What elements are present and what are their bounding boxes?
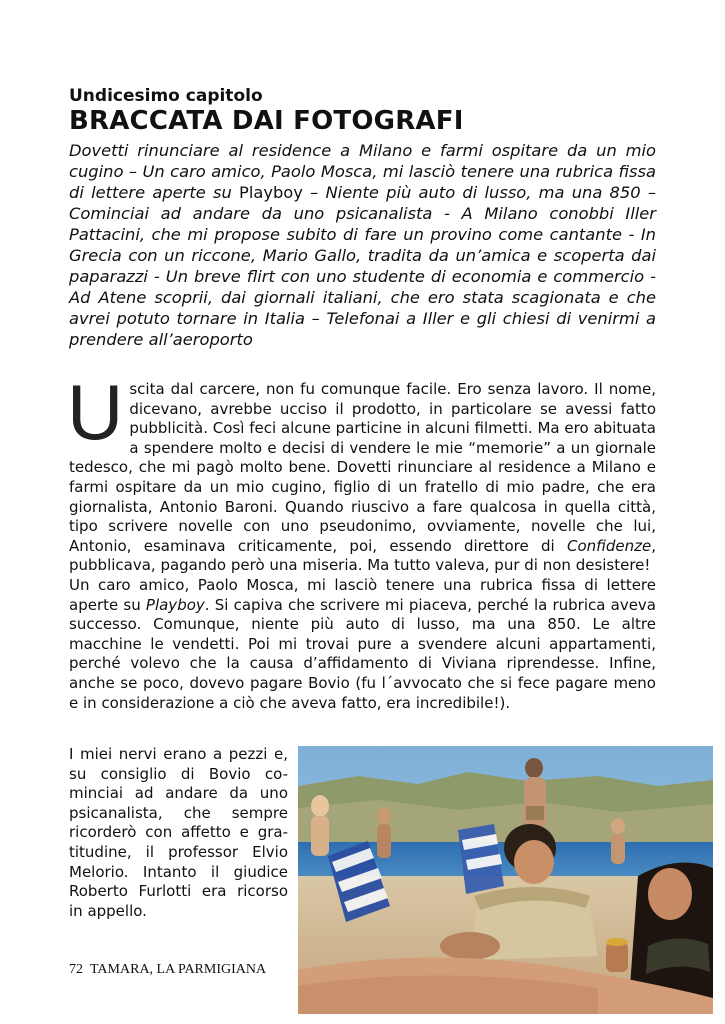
chapter-subtitle: Undicesimo capitolo: [69, 86, 263, 106]
chapter-title: BRACCATA DAI FOTOGRAFI: [69, 106, 464, 136]
summary-part-1: Dovetti rinunciare al residence a Milano e farmi ospitare da un mio cugino – Un caro amico, Paolo Mosca, mi lasciò tenere una rubrica fissa di lettere aperte su: [69, 141, 656, 202]
summary-part-2: – Niente più auto di lusso, ma una 850 – Cominciai ad andare da uno psicanalista - A Milano conobbi Iller Pattacini, che mi propose subito di fare un provino come cantante - In Grecia con un riccone, Mario Gallo, tradita da un’amica e scoperta dai paparazzi - Un breve flirt con uno studente di economia e commercio - Ad Atene scoprii, dai giornali italiani, che ero stata scagionata e che avrei potuto tornare in Italia – Telefonai a Iller e gli chiesi di venirmi a prendere all’aeroporto: [69, 183, 656, 349]
page-number: 72: [69, 962, 83, 977]
paragraph-3-column: [69, 745, 288, 921]
drop-cap: U: [67, 368, 124, 456]
running-title: TAMARA, LA PARMIGIANA: [90, 962, 267, 977]
paragraph-2-a: Un caro amico, Paolo Mosca, mi lasciò tenere una rubrica fissa di lettere aperte su: [69, 575, 656, 614]
paragraph-3: I miei nervi erano a pezzi e, su consiglio di Bovio co-minciai ad andare da uno psicanalista, che sempre ricorderò con affetto e gra-titudine, il professor Elvio Melorio. Intanto il giudice Roberto Furlotti era ricorso in appello.: [69, 745, 288, 920]
paragraph-1-a: scita dal carcere, non fu comunque facile. Ero senza lavoro. Il nome, dicevano, avrebbe ucciso il prodotto, in particolare se avessi fatto pubblicità. Così feci alcune particine in alcuni filmetti. Ma ero abituata a spendere molto e decisi di vendere le mie “memorie” a un giornale tedesco, che mi pagò molto bene. Dovetti rinunciare al residence a Milano e farmi ospitare da un mio cugino, figlio di un fratello di mio padre, che era giornalista, Antonio Baroni. Quando riuscivo a fare qualcosa in quella città, tipo scrivere novelle con uno pseudonimo, ovviamente, novelle che lui, Antonio, esaminava criticamente, poi, essendo direttore di: [69, 380, 656, 555]
chapter-summary: [69, 140, 656, 350]
summary-magazine: Playboy: [239, 183, 303, 202]
beach-photo-illustration: [298, 746, 713, 1014]
body-text: [67, 368, 657, 713]
paragraph-1-b: , pubblicava, pagando però una miseria. Ma tutto valeva, pur di non desistere!: [69, 536, 656, 575]
paragraph-2: [69, 576, 656, 713]
paragraph-2-italic: Playboy: [145, 595, 205, 614]
beach-photo: [298, 746, 713, 1014]
paragraph-1: [67, 368, 656, 576]
page-footer: [69, 962, 266, 978]
paragraph-1-italic: Confidenze: [567, 536, 652, 555]
paragraph-2-b: . Si capiva che scrivere mi piaceva, perché la rubrica aveva successo. Comunque, niente più auto di lusso, ma una 850. Le altre macchine le vendetti. Poi mi trovai pure a svendere alcuni appartamenti, perché volevo che la causa d’affidamento di Viviana riprendesse. Infine, anche se poco, dovevo pagare Bovio (fu l´avvocato che si fece pagare meno e in considerazione a ciò che aveva fatto, era incredibile!).: [69, 595, 657, 712]
